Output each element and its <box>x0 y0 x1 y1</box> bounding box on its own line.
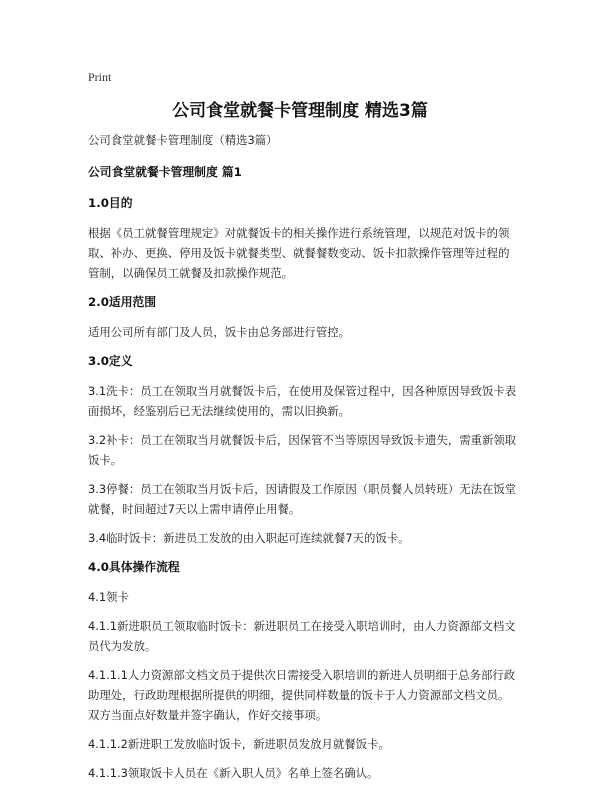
section-text-purpose: 根据《员工就餐管理规定》对就餐饭卡的相关操作进行系统管理，以规范对饭卡的领取、补办、更换、停用及饭卡就餐类型、就餐餐数变动、饭卡扣款操作管理等过程的管制，以确保员工就餐及扣款操作规范。 <box>88 226 510 280</box>
procedure-item: 4.1.1.3领取饭卡人员在《新入职人员》名单上签名确认。 <box>88 766 379 780</box>
section-heading-scope: 2.0适用范围 <box>88 295 157 309</box>
procedure-item: 4.1.1.2新进职工发放临时饭卡，新进职员发放月就餐饭卡。 <box>88 737 390 751</box>
procedure-item: 4.1.1新进职员工领取临时饭卡：新进职员工在接受入职培训时，由人力资源部文档文员代为发放。 <box>88 619 516 653</box>
section-heading-purpose: 1.0目的 <box>88 196 133 210</box>
page-title: 公司食堂就餐卡管理制度 精选3篇 <box>172 101 428 121</box>
print-link[interactable]: Print <box>88 70 112 84</box>
section-heading-procedure: 4.0具体操作流程 <box>88 560 180 574</box>
definition-item: 3.2补卡：员工在领取当月就餐饭卡后，因保管不当等原因导致饭卡遗失，需重新领取饭卡。 <box>88 433 517 467</box>
procedure-item: 4.1领卡 <box>88 590 129 604</box>
section-text-scope: 适用公司所有部门及人员，饭卡由总务部进行管控。 <box>88 325 350 339</box>
definition-item: 3.4临时饭卡：新进员工发放的由入职起可连续就餐7天的饭卡。 <box>88 531 410 545</box>
definition-item: 3.1洗卡：员工在领取当月就餐饭卡后，在使用及保管过程中，因各种原因导致饭卡表面损坏，经鉴别后已无法继续使用的，需以旧换新。 <box>88 384 517 418</box>
document-body <box>88 130 520 792</box>
procedure-item: 4.1.1.1人力资源部文档文员于提供次日需接受入职培训的新进人员明细于总务部行政助理处，行政助理根据所提供的明细，提供同样数量的饭卡于人力资源部文档文员。双方当面点好数量并签字确认，作好交接事项。 <box>88 668 516 722</box>
definition-item: 3.3停餐：员工在领取当月饭卡后，因请假及工作原因（职员餐人员转班）无法在饭堂就餐，时间超过7天以上需申请停止用餐。 <box>88 482 517 516</box>
document-subtitle: 公司食堂就餐卡管理制度（精选3篇） <box>88 133 278 147</box>
section-heading-definitions: 3.0定义 <box>88 354 133 368</box>
document-heading: 公司食堂就餐卡管理制度 篇1 <box>88 165 242 179</box>
